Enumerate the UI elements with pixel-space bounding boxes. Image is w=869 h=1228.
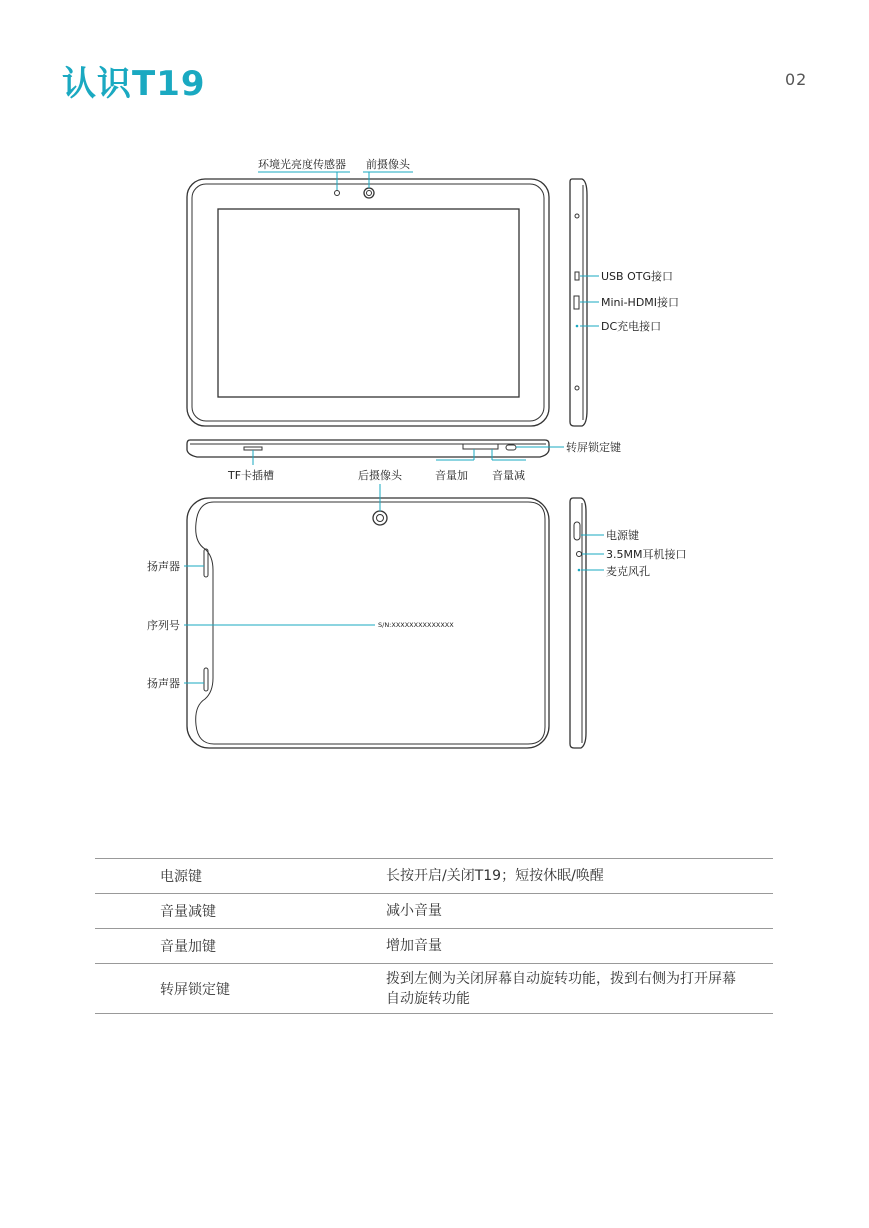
spec-key: 音量加键	[160, 939, 216, 955]
light-sensor-icon	[335, 191, 340, 196]
volume-up-label: 音量加	[435, 469, 468, 482]
front-body-inner	[192, 184, 544, 421]
serial-number-text: S/N:XXXXXXXXXXXXXX	[378, 621, 454, 629]
rotation-lock-label: 转屏锁定键	[566, 441, 621, 454]
spec-key: 电源键	[160, 869, 202, 885]
usb-otg-label: USB OTG接口	[601, 270, 673, 283]
table-row	[95, 964, 773, 1014]
speaker-bottom-label: 扬声器	[147, 677, 180, 690]
spec-value-line1: 拨到左侧为关闭屏幕自动旋转功能，拨到右侧为打开屏幕	[386, 970, 736, 987]
spec-value-line2: 自动旋转功能	[386, 990, 470, 1007]
speaker-top-icon	[204, 549, 208, 577]
headphone-label: 3.5MM耳机接口	[606, 548, 687, 561]
page-title: 认识T19	[62, 64, 206, 104]
speaker-top-label: 扬声器	[147, 560, 180, 573]
mini-hdmi-port-icon	[574, 296, 579, 309]
rear-camera-label: 后摄像头	[358, 469, 402, 482]
mic-label: 麦克风孔	[606, 565, 650, 578]
speaker-bottom-icon	[204, 668, 208, 691]
volume-down-label: 音量减	[492, 469, 525, 482]
back-body-inner	[196, 502, 545, 744]
side-view-left	[570, 498, 686, 748]
spec-table	[95, 858, 773, 1014]
volume-rocker-icon	[463, 444, 498, 449]
headphone-jack-icon	[577, 552, 582, 557]
tf-slot-label: TF卡插槽	[228, 469, 275, 482]
top-edge-view	[187, 440, 621, 482]
mic-hole-icon	[578, 569, 581, 572]
table-row	[95, 859, 773, 894]
page-number: 02	[785, 70, 808, 89]
rear-camera-icon	[373, 511, 387, 525]
spec-value: 减小音量	[386, 903, 442, 919]
spec-key: 音量减键	[160, 904, 216, 920]
power-button-icon	[574, 522, 580, 540]
serial-label: 序列号	[147, 619, 180, 632]
spec-value: 长按开启/关闭T19；短按休眠/唤醒	[386, 868, 604, 884]
table-row	[95, 929, 773, 964]
usb-otg-port-icon	[575, 272, 579, 280]
spec-value-cell	[386, 964, 773, 1014]
tf-slot-icon	[244, 447, 262, 450]
spec-value: 增加音量	[386, 938, 442, 954]
dc-port-label: DC充电接口	[601, 320, 662, 333]
front-view	[187, 157, 549, 426]
front-screen	[218, 209, 519, 397]
dc-port-icon	[576, 325, 579, 328]
side-view-right	[570, 179, 679, 426]
back-view	[147, 484, 549, 748]
front-camera-icon	[364, 188, 374, 198]
back-body-outer	[187, 498, 549, 748]
table-row	[95, 894, 773, 929]
power-label: 电源键	[606, 529, 639, 542]
spec-key: 转屏锁定键	[160, 981, 230, 998]
light-sensor-label: 环境光亮度传感器	[258, 158, 346, 171]
front-body-outer	[187, 179, 549, 426]
front-camera-label: 前摄像头	[366, 158, 410, 171]
mini-hdmi-label: Mini-HDMI接口	[601, 296, 680, 309]
rotation-lock-switch-icon	[506, 445, 516, 450]
